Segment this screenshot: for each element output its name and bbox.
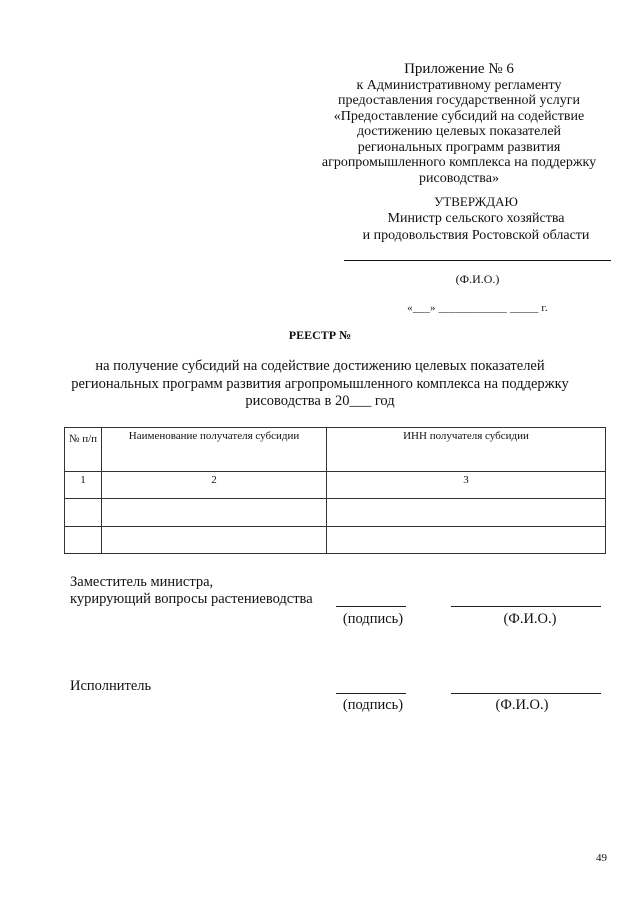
header-recipient-name: Наименование получателя субсидии: [102, 428, 327, 472]
deputy-fio-line: [451, 606, 601, 607]
table-cell: 1: [65, 472, 102, 499]
approval-position: Министр сельского хозяйства: [387, 211, 565, 226]
deputy-responsibility: курирующий вопросы растениеводства: [70, 591, 313, 607]
table-numbering-row: [65, 472, 606, 499]
table-cell: [102, 499, 327, 527]
executor-fio-caption: (Ф.И.О.): [495, 697, 549, 713]
executor-label: Исполнитель: [70, 678, 152, 694]
page-number: 49: [596, 852, 607, 864]
registry-table: [64, 427, 606, 554]
deputy-fio-caption: (Ф.И.О.): [503, 611, 557, 627]
approval-block: [340, 193, 612, 244]
appendix-line: предоставления государственной услуги: [338, 93, 580, 108]
appendix-line: региональных программ развития: [357, 139, 561, 155]
table-cell: [327, 499, 606, 527]
deputy-title: Заместитель министра,: [70, 574, 214, 590]
document-title: РЕЕСТР №: [288, 328, 352, 342]
approval-date: «___» ____________ _____ г.: [407, 302, 548, 314]
executor-signature-line: [336, 693, 406, 694]
document-subtitle: [70, 358, 570, 411]
approval-organization: и продовольствия Ростовской области: [362, 228, 590, 243]
table-header-row: [65, 428, 606, 472]
subtitle-line: рисоводства в 20___ год: [245, 393, 395, 409]
table-cell: [327, 527, 606, 554]
appendix-line: «Предоставление субсидий на содействие: [333, 108, 585, 124]
table-cell: [65, 499, 102, 527]
approval-signature-line: [344, 260, 611, 261]
deputy-signature-line: [336, 606, 406, 607]
appendix-line: достижению целевых показателей: [356, 124, 562, 139]
appendix-block: [300, 62, 618, 186]
appendix-line: рисоводства»: [419, 170, 499, 186]
appendix-line: агропромышленного комплекса на поддержку: [321, 155, 597, 170]
approval-fio: (Ф.И.О.): [455, 272, 500, 286]
subtitle-line: на получение субсидий на содействие достижению целевых показателей: [95, 358, 545, 374]
executor-signature-caption: (подпись): [342, 697, 404, 713]
executor-fio-line: [451, 693, 601, 694]
table-row: [65, 527, 606, 554]
table-cell: 3: [327, 472, 606, 499]
header-number: № п/п: [65, 428, 102, 472]
table-row: [65, 499, 606, 527]
deputy-block: [70, 574, 313, 608]
table-cell: [102, 527, 327, 554]
header-recipient-inn: ИНН получателя субсидии: [327, 428, 606, 472]
subtitle-line: региональных программ развития агропромышленного комплекса на поддержку: [71, 375, 569, 392]
appendix-title: Приложение № 6: [404, 61, 514, 77]
table-cell: 2: [102, 472, 327, 499]
deputy-signature-caption: (подпись): [342, 611, 404, 627]
approval-heading: УТВЕРЖДАЮ: [434, 194, 518, 209]
table-cell: [65, 527, 102, 554]
appendix-line: к Административному регламенту: [356, 77, 562, 93]
